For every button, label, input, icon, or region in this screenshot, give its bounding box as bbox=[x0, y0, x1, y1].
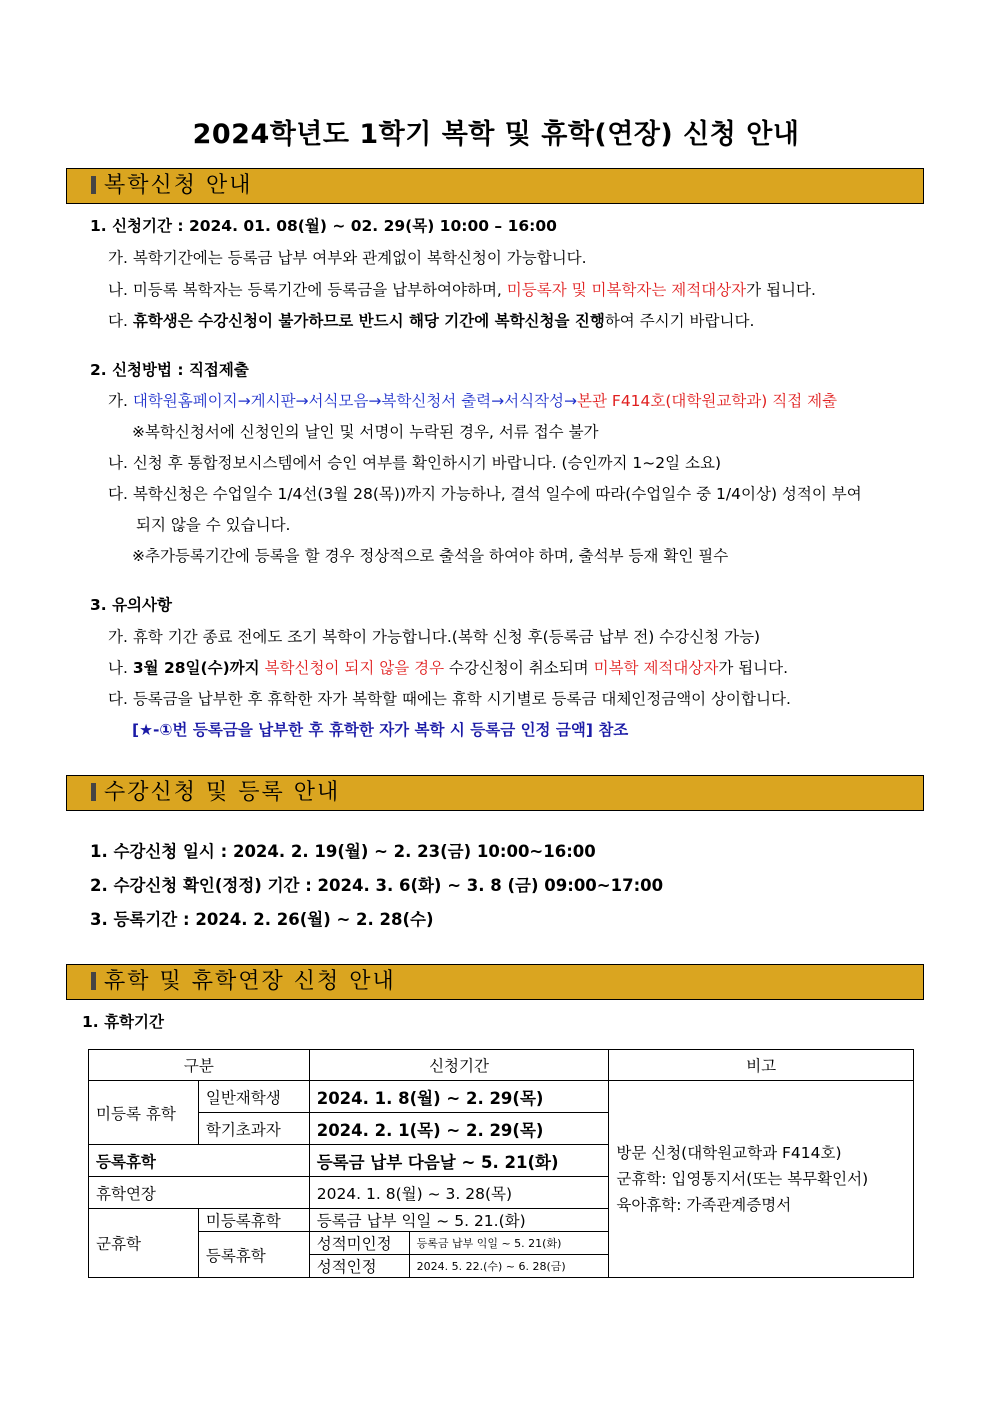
method-note-1: ※복학신청서에 신청인의 날인 및 서명이 누락된 경우, 서류 접수 불가 bbox=[132, 423, 599, 441]
grade-no-cell: 성적미인정 bbox=[309, 1232, 409, 1255]
header-period: 신청기간 bbox=[309, 1050, 609, 1081]
notes-item-b-prefix: 나. bbox=[108, 659, 133, 677]
section-bar-icon bbox=[91, 176, 96, 194]
header-note: 비고 bbox=[609, 1050, 914, 1081]
method-item-a-path: 대학원홈페이지→게시판→서식모음→복학신청서 출력→서식작성→ bbox=[132, 392, 578, 410]
return-period-title: 1. 신청기간 : 2024. 01. 08(월) ~ 02. 29(목) 10:00 – 16:00 bbox=[90, 217, 557, 235]
notes-item-b-cond: 복학신청이 되지 않을 경우 bbox=[259, 659, 445, 677]
page-title: 2024학년도 1학기 복학 및 휴학(연장) 신청 안내 bbox=[192, 119, 800, 150]
note-line-2: 군휴학: 입영통지서(또는 복무확인서) bbox=[616, 1170, 869, 1188]
method-item-a-place: 본관 F414호(대학원교학과) 직접 제출 bbox=[577, 392, 838, 410]
return-item-c-tail: 하여 주시기 바랍니다. bbox=[604, 312, 755, 330]
course-item-2: 2. 수강신청 확인(정정) 기간 : 2024. 3. 6(화) ~ 3. 8 (금) 09:00~17:00 bbox=[90, 876, 664, 895]
section-heading-return bbox=[66, 168, 924, 204]
note-line-1: 방문 신청(대학원교학과 F414호) bbox=[616, 1144, 842, 1162]
return-item-c bbox=[108, 309, 754, 331]
section-heading-label: 복학신청 안내 bbox=[104, 173, 253, 198]
return-item-c-prefix: 다. bbox=[108, 312, 133, 330]
leave-period-title: 1. 휴학기간 bbox=[82, 1013, 164, 1031]
section-heading-leave bbox=[66, 964, 924, 1000]
mil-unreg-period-cell: 등록금 납부 익일 ~ 5. 21.(화) bbox=[309, 1209, 609, 1232]
ext-leave-cell: 휴학연장 bbox=[89, 1177, 310, 1209]
notes-item-b bbox=[108, 656, 788, 678]
notes-item-b-highlight: 미복학 제적대상자 bbox=[593, 659, 719, 677]
table-row bbox=[89, 1081, 914, 1113]
return-item-b-tail: 가 됩니다. bbox=[746, 281, 816, 299]
section-heading-label: 수강신청 및 등록 안내 bbox=[104, 780, 341, 805]
grade-yes-cell: 성적인정 bbox=[309, 1255, 409, 1278]
reg-leave-cell: 등록휴학 bbox=[89, 1145, 310, 1177]
course-item-1: 1. 수강신청 일시 : 2024. 2. 19(월) ~ 2. 23(금) 10:00~16:00 bbox=[90, 842, 596, 861]
header-category: 구분 bbox=[89, 1050, 310, 1081]
ext-period-cell: 2024. 1. 8(월) ~ 3. 28(목) bbox=[309, 1177, 609, 1209]
mil-reg-cell: 등록휴학 bbox=[198, 1232, 309, 1278]
grade-no-period-cell: 등록금 납부 익일 ~ 5. 21(화) bbox=[409, 1232, 609, 1255]
section-heading-label: 휴학 및 휴학연장 신청 안내 bbox=[104, 969, 396, 994]
return-item-b bbox=[108, 278, 816, 300]
mil-leave-cell: 군휴학 bbox=[89, 1209, 199, 1278]
note-cell bbox=[609, 1081, 914, 1278]
return-item-b-text: 나. 미등록 복학자는 등록기간에 등록금을 납부하여야하며, bbox=[108, 281, 507, 299]
leave-table bbox=[88, 1049, 914, 1278]
method-note-2: ※추가등록기간에 등록을 할 경우 정상적으로 출석을 하여야 하며, 출석부 등재 확인 필수 bbox=[132, 547, 729, 565]
method-item-c-cont: 되지 않을 수 있습니다. bbox=[136, 516, 291, 534]
method-item-b: 나. 신청 후 통합정보시스템에서 승인 여부를 확인하시기 바랍니다. (승인까지 1~2일 소요) bbox=[108, 454, 722, 472]
return-item-a: 가. 복학기간에는 등록금 납부 여부와 관계없이 복학신청이 가능합니다. bbox=[108, 249, 587, 267]
method-item-c: 다. 복학신청은 수업일수 1/4선(3월 28(목))까지 가능하나, 결석 일수에 따라(수업일수 중 1/4이상) 성적이 부여 bbox=[108, 485, 862, 503]
unreg-leave-cell: 미등록 휴학 bbox=[89, 1081, 199, 1145]
general-period-cell: 2024. 1. 8(월) ~ 2. 29(목) bbox=[309, 1081, 609, 1113]
reg-period-cell: 등록금 납부 다음날 ~ 5. 21(화) bbox=[309, 1145, 609, 1177]
table-header-row bbox=[89, 1050, 914, 1081]
general-student-cell: 일반재학생 bbox=[198, 1081, 309, 1113]
method-item-a-prefix: 가. bbox=[108, 392, 133, 410]
notes-title: 3. 유의사항 bbox=[90, 596, 172, 614]
note-line-3: 육아휴학: 가족관계증명서 bbox=[616, 1196, 792, 1214]
notes-reference: [★-①번 등록금을 납부한 후 휴학한 자가 복학 시 등록금 인정 금액] 참조 bbox=[132, 721, 629, 739]
return-item-b-highlight: 미등록자 및 미복학자는 제적대상자 bbox=[506, 281, 747, 299]
notes-item-c: 다. 등록금을 납부한 후 휴학한 자가 복학할 때에는 휴학 시기별로 등록금 대체인정금액이 상이합니다. bbox=[108, 690, 791, 708]
section-bar-icon bbox=[91, 783, 96, 801]
section-heading-course bbox=[66, 775, 924, 811]
return-item-c-bold: 휴학생은 수강신청이 불가하므로 반드시 해당 기간에 복학신청을 진행 bbox=[132, 312, 605, 330]
notes-item-b-tail: 가 됩니다. bbox=[718, 659, 789, 677]
notes-item-a: 가. 휴학 기간 종료 전에도 조기 복학이 가능합니다.(복학 신청 후(등록금 납부 전) 수강신청 가능) bbox=[108, 628, 761, 646]
course-item-3: 3. 등록기간 : 2024. 2. 26(월) ~ 2. 28(수) bbox=[90, 910, 434, 929]
grade-yes-period-cell: 2024. 5. 22.(수) ~ 6. 28(금) bbox=[409, 1255, 609, 1278]
method-item-a bbox=[108, 389, 837, 411]
section-bar-icon bbox=[91, 972, 96, 990]
mil-unreg-cell: 미등록휴학 bbox=[198, 1209, 309, 1232]
over-semester-cell: 학기초과자 bbox=[198, 1113, 309, 1145]
notes-item-b-mid: 수강신청이 취소되며 bbox=[444, 659, 594, 677]
notes-item-b-date: 3월 28일(수)까지 bbox=[132, 659, 260, 677]
over-period-cell: 2024. 2. 1(목) ~ 2. 29(목) bbox=[309, 1113, 609, 1145]
return-method-title: 2. 신청방법 : 직접제출 bbox=[90, 361, 249, 379]
